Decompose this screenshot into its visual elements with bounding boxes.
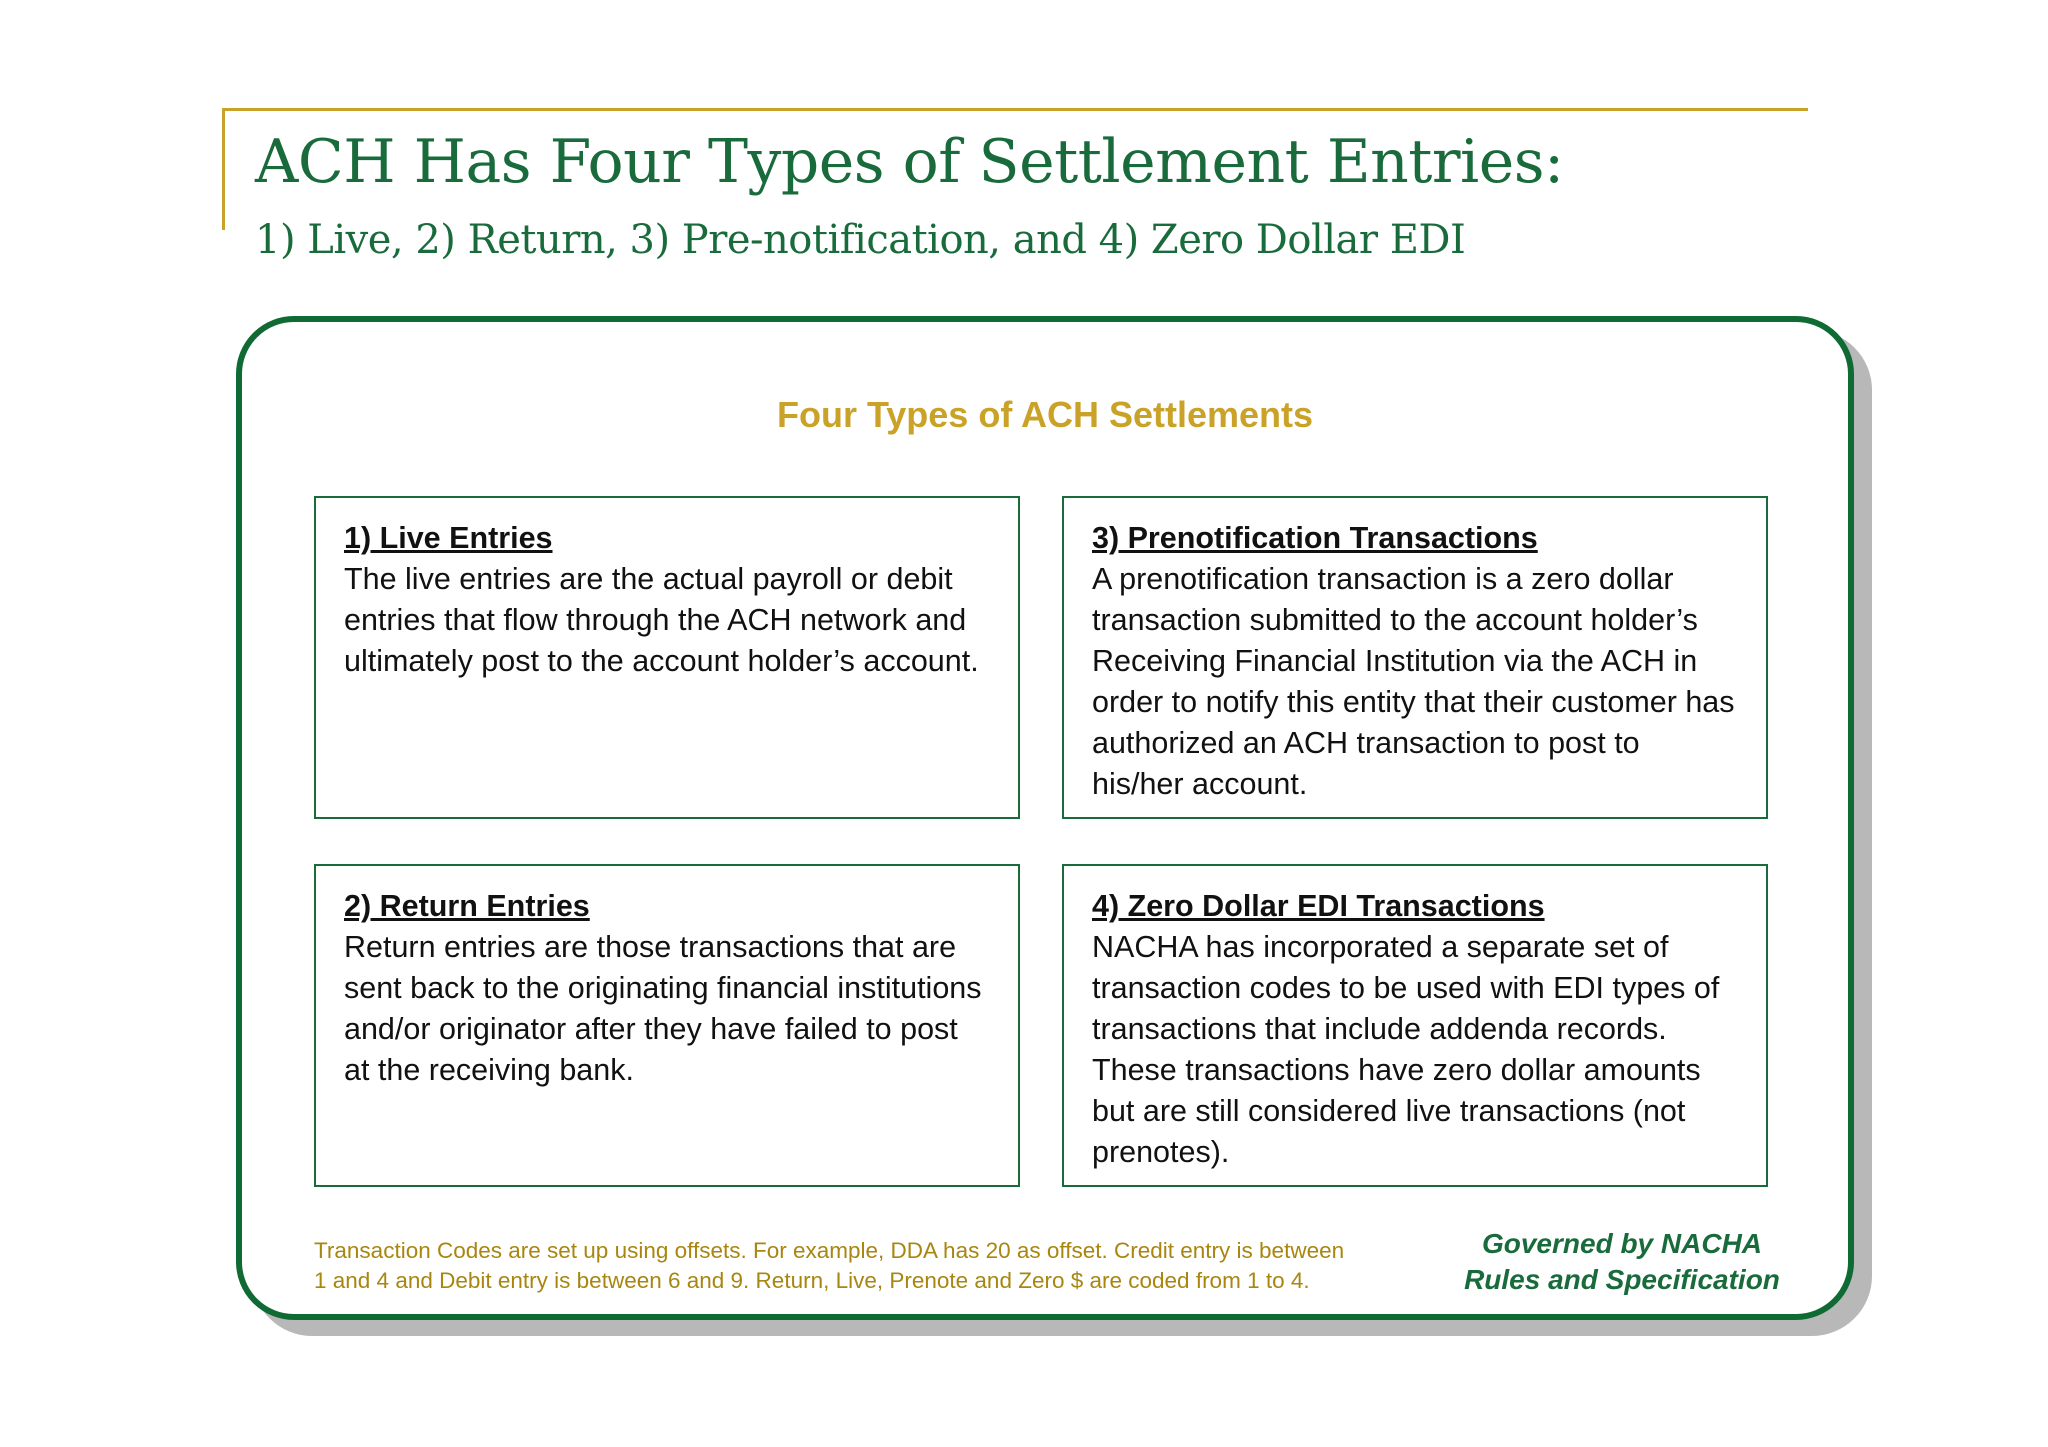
slide-subtitle: 1) Live, 2) Return, 3) Pre-notification, and 4) Zero Dollar EDI bbox=[255, 217, 1466, 263]
box-body: A prenotification transaction is a zero dollar transaction submitted to the account holder’s Receiving Financial Institution via the ACH in order to notify this entity that their customer has authorized an ACH transaction to post to his/her account. bbox=[1092, 562, 1735, 801]
box-body: Return entries are those transactions that are sent back to the originating financial institutions and/or originator after they have failed to post at the receiving bank. bbox=[344, 930, 982, 1087]
prenotification-box bbox=[1062, 496, 1768, 819]
box-title: 1) Live Entries bbox=[344, 521, 553, 555]
panel-heading: Four Types of ACH Settlements bbox=[776, 394, 1314, 435]
box-title: 2) Return Entries bbox=[344, 889, 590, 923]
governed-by-note bbox=[1442, 1226, 1802, 1298]
footnote-line: Transaction Codes are set up using offsets. For example, DDA has 20 as offset. Credit entry is between bbox=[314, 1238, 1345, 1263]
settlements-panel bbox=[236, 316, 1854, 1320]
return-entries-box bbox=[314, 864, 1020, 1187]
box-body: The live entries are the actual payroll or debit entries that flow through the ACH network and ultimately post to the account holder’s account. bbox=[344, 562, 979, 678]
slide-title: ACH Has Four Types of Settlement Entries: bbox=[255, 127, 1564, 197]
governed-line: Governed by NACHA bbox=[1481, 1228, 1763, 1259]
governed-line: Rules and Specification bbox=[1464, 1264, 1780, 1295]
title-rule-top bbox=[222, 108, 1808, 111]
transaction-codes-note bbox=[314, 1236, 1454, 1296]
box-title: 4) Zero Dollar EDI Transactions bbox=[1092, 889, 1545, 923]
title-rule-left bbox=[222, 108, 225, 230]
box-title: 3) Prenotification Transactions bbox=[1092, 521, 1538, 555]
live-entries-box bbox=[314, 496, 1020, 819]
footnote-line: 1 and 4 and Debit entry is between 6 and 9. Return, Live, Prenote and Zero $ are coded from 1 to 4. bbox=[314, 1268, 1310, 1293]
zero-dollar-edi-box bbox=[1062, 864, 1768, 1187]
box-body: NACHA has incorporated a separate set of transaction codes to be used with EDI types of transactions that include addenda records. These transactions have zero dollar amounts but are still considered live transactions (not prenotes). bbox=[1092, 930, 1720, 1169]
